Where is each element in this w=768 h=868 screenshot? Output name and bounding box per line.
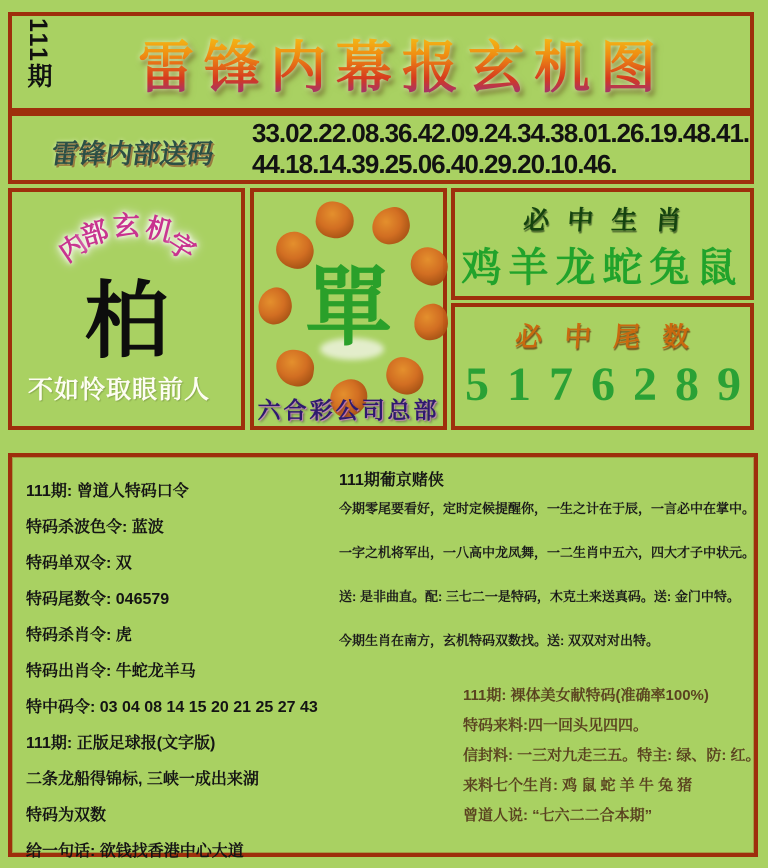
hint-phrase: 不如怜取眼前人 xyxy=(28,376,211,404)
company-footer: 六合彩公司总部 xyxy=(257,397,440,423)
arc-char: 部 xyxy=(77,215,113,253)
issue-number: 111期 xyxy=(24,18,52,90)
numbers-list xyxy=(252,118,752,180)
list-item: 一字之机将军出，一八高中龙凤舞，一二生肖中五六，四大才子中状元。 xyxy=(339,544,756,560)
list-item: 二条龙船得锦标, 三峡一成出来湖 xyxy=(26,770,259,788)
decorative-seal-glyph xyxy=(313,198,358,241)
arc-char: 玄 xyxy=(112,210,141,242)
list-item: 今期生肖在南方，玄机特码双数找。送: 双双对对出特。 xyxy=(339,632,659,648)
numbers-line-2: 44.18.14.39.25.06.40.29.20.10.46. xyxy=(252,149,617,179)
mystery-character: 柏 xyxy=(84,276,169,369)
list-item: 111期: 曾道人特码口令 xyxy=(26,482,189,500)
numbers-line-1: 33.02.22.08.36.42.09.24.34.38.01.26.19.48.41. xyxy=(252,118,750,148)
list-item: 特中码令: 03 04 08 14 15 20 21 25 27 43 xyxy=(26,698,318,716)
verses-column xyxy=(339,457,761,853)
list-item: 111期: 裸体美女献特码(准确率100%) xyxy=(463,686,709,704)
mystery-word-box xyxy=(8,188,245,430)
list-item: 特码尾数令: 046579 xyxy=(26,590,170,608)
masthead xyxy=(8,12,754,112)
arc-char: 内 xyxy=(53,228,93,269)
arc-title xyxy=(12,210,241,269)
verses-list xyxy=(339,485,757,661)
tips-box xyxy=(8,453,761,860)
password-column xyxy=(26,471,336,867)
numbers-strip xyxy=(8,112,754,184)
arc-char: 机 xyxy=(142,212,177,248)
list-item: 来料七个生肖: 鸡 鼠 蛇 羊 牛 兔 猪 xyxy=(463,776,693,794)
tail-numbers: 5176289 xyxy=(465,358,759,411)
zodiac-value: 鸡羊龙蛇兔鼠 xyxy=(461,245,744,290)
list-item: 特码出肖令: 牛蛇龙羊马 xyxy=(26,662,196,680)
list-item: 特码单双令: 双 xyxy=(26,554,132,572)
special-tips-list xyxy=(463,679,763,829)
list-item: 曾道人说: “七六二二合本期” xyxy=(463,806,653,824)
list-item: 今期零尾要看好，定时定候提醒你，一生之计在于辰，一言必中在掌中。 xyxy=(339,500,756,516)
page-title: 雷锋内幕报玄机图 xyxy=(72,24,732,104)
list-item: 特码杀波色令: 蓝波 xyxy=(26,518,164,536)
seal-ring-box xyxy=(250,188,447,430)
tail-box-title: 必中尾数 xyxy=(514,322,713,352)
zodiac-box-title: 必中生肖 xyxy=(522,205,701,235)
list-item: 给一句话: 欲钱找香港中心大道 xyxy=(26,842,244,860)
tail-number-box xyxy=(451,303,759,430)
list-item: 送: 是非曲直。配: 三七二一是特码，木克土来送真码。送: 金门中特。 xyxy=(339,588,740,604)
list-item: 信封料: 一三对九走三五。特主: 绿、防: 红。 xyxy=(463,746,761,764)
verses-header: 111期葡京赌侠 xyxy=(339,472,444,489)
list-item: 特码为双数 xyxy=(26,806,107,824)
list-item: 特码杀肖令: 虎 xyxy=(26,626,132,644)
zodiac-box xyxy=(451,188,754,300)
list-item: 特码来料:四一回头见四四。 xyxy=(463,716,648,734)
arc-char: 字 xyxy=(162,227,202,267)
list-item: 111期: 正版足球报(文字版) xyxy=(26,734,216,752)
numbers-strip-label: 雷锋内部送码 xyxy=(49,139,216,169)
odd-even-character: 單 xyxy=(305,260,392,356)
